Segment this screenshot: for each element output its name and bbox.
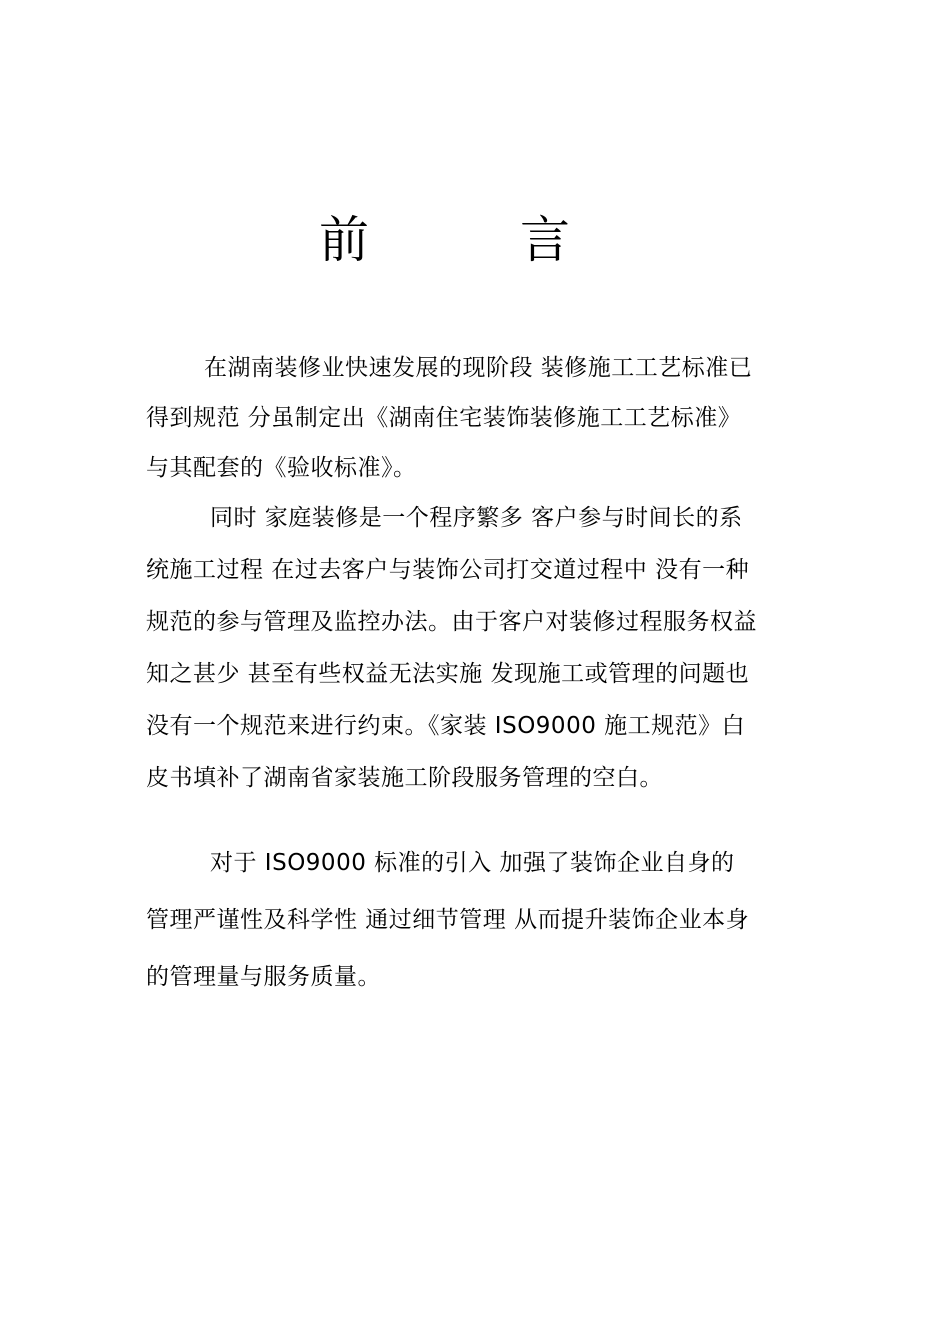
paragraph-1-line-2: 得到规范 分虽制定出《湖南住宅装饰装修施工工艺标准》 [146, 405, 742, 431]
title-char-right: 言 [520, 211, 570, 269]
paragraph-1-line-1: 在湖南装修业快速发展的现阶段 装修施工工艺标准已 [204, 355, 753, 381]
paragraph-2-line-5: 没有一个规范来进行约束。《家装 ISO9000 施工规范》白 [146, 713, 746, 739]
paragraph-2-line-4: 知之甚少 甚至有些权益无法实施 发现施工或管理的问题也 [146, 661, 750, 687]
page-title [0, 208, 950, 272]
paragraph-2-line-2: 统施工过程 在过去客户与装饰公司打交道过程中 没有一种 [146, 557, 750, 583]
paragraph-3-line-3: 的管理量与服务质量。 [146, 964, 381, 990]
paragraph-2-line-6: 皮书填补了湖南省家装施工阶段服务管理的空白。 [146, 765, 663, 791]
paragraph-2-line-1: 同时 家庭装修是一个程序繁多 客户参与时间长的系 [210, 505, 743, 531]
paragraph-3-line-2: 管理严谨性及科学性 通过细节管理 从而提升装饰企业本身 [146, 907, 750, 933]
paragraph-1-line-3: 与其配套的《验收标准》。 [146, 455, 417, 481]
title-char-left: 前 [319, 211, 369, 269]
paragraph-3-line-1: 对于 ISO9000 标准的引入 加强了装饰企业自身的 [210, 850, 735, 876]
paragraph-2-line-3: 规范的参与管理及监控办法。由于客户对装修过程服务权益 [146, 609, 757, 635]
